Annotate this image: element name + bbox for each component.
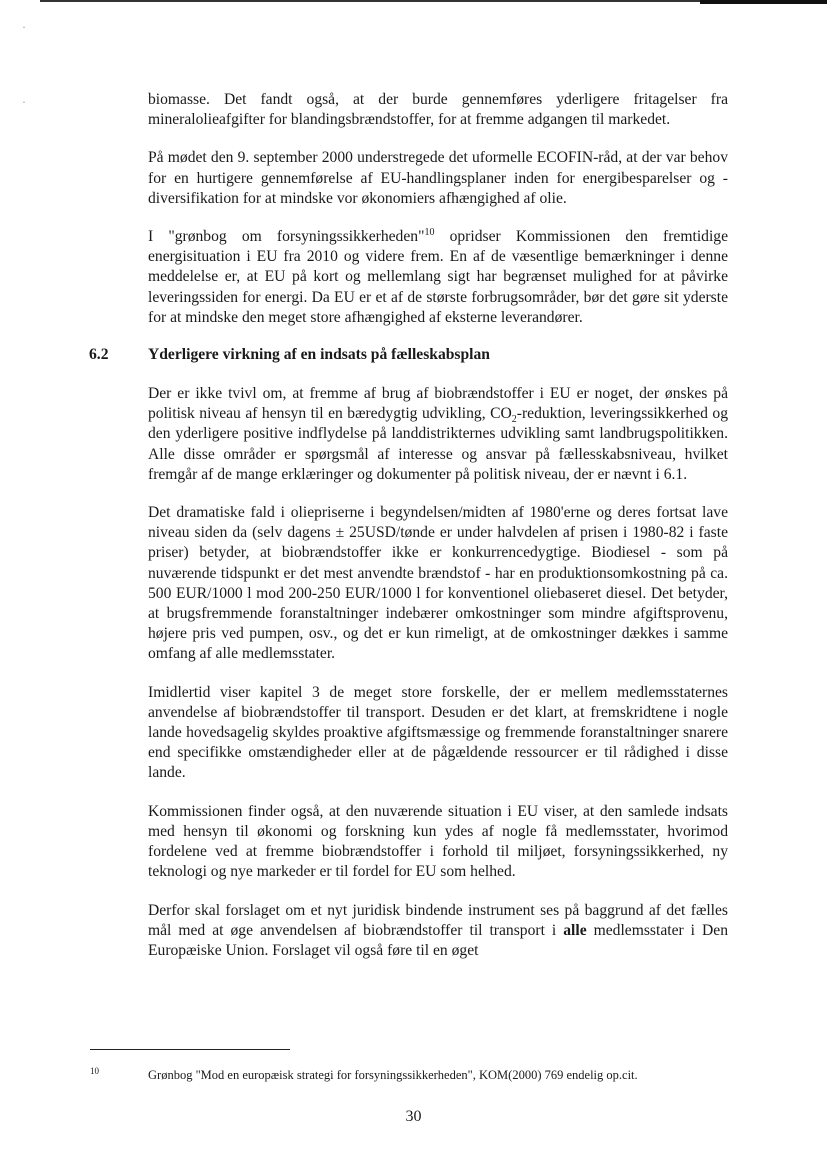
paragraph: Imidlertid viser kapitel 3 de meget store forskelle, der er mellem medlemsstaternes anvendelse af biobrændstoffer til transport. Desuden er det klart, at fremskridtene i nogle lande hovedsagelig skyldes proaktive afgiftsmæssige og fremmende foranstaltninger snarere end specifikke omstændigheder eller at de pågældende ressourcer er til rådighed i disse lande. xyxy=(148,683,728,782)
page-body xyxy=(89,90,728,979)
text-run: Derfor skal forslaget om et nyt juridisk bindende instrument ses på baggrund af det fælles mål med at øge anvendelsen af biobrændstoffer til transport i xyxy=(148,901,728,939)
margin-scan-dot: · xyxy=(22,95,26,109)
paragraph: biomasse. Det fandt også, at der burde gennemføres yderligere fritagelser fra mineralolieafgifter for blandingsbrændstoffer, for at fremme adgangen til markedet. xyxy=(148,91,728,129)
text-run: I "grønbog om forsyningssikkerheden" xyxy=(148,228,425,246)
footnote-reference[interactable]: 10 xyxy=(424,226,435,238)
section-title: Yderligere virkning af en indsats på fælleskabsplan xyxy=(148,346,490,364)
emphasis-bold: alle xyxy=(563,921,587,939)
top-border-scan-edge xyxy=(700,0,827,4)
subscript: 2 xyxy=(511,414,517,426)
paragraph: Kommissionen finder også, at den nuværende situation i EU viser, at den samlede indsats med hensyn til økonomi og forskning kun ydes af nogle få medlemsstater, hvorimod fordelene ved at fremme biobrændstoffer i forhold til miljøet, forsyningssikkerhed, ny teknologi og nye markeder er til fordel for EU som helhed. xyxy=(148,802,728,881)
page-number: 30 xyxy=(405,1108,422,1125)
section-heading xyxy=(89,346,728,368)
paragraph: På mødet den 9. september 2000 understregede det uformelle ECOFIN-råd, at der var behov for en hurtigere gennemførelse af EU-handlingsplaner inden for energibesparelser og -diversifikation for at mindske vor økonomiers afhængighed af olie. xyxy=(148,149,728,207)
text-run: -reduktion, leveringssikkerhed og den yderligere positive indflydelse på landdistrikternes udvikling samt landbrugspolitikken. Alle disse områder er spørgsmål af interesse og ansvar på fællesskabsniveau, hvilket fremgår af de mange erklæringer og dokumenter på politisk niveau, der er nævnt i 6.1. xyxy=(148,405,728,483)
footnote-text: Grønbog "Mod en europæisk strategi for forsyningssikkerheden", KOM(2000) 769 endelig op.cit. xyxy=(148,1068,638,1082)
text-run: opridser Kommissionen den fremtidige energisituation i EU fra 2010 og videre frem. En af de væsentlige bemærkninger i denne meddelelse er, at EU på kort og mellemlang sigt har begrænset mulighed for at påvirke leveringssiden for energi. Da EU er et af de største forbrugsområder, bør det gøre sit yderste for at mindske den meget store afhængighed af eksterne leverandører. xyxy=(148,228,728,326)
paragraph-with-footnote-ref xyxy=(148,227,728,328)
footnote-number: 10 xyxy=(90,1066,99,1076)
margin-scan-dot: · xyxy=(22,20,26,34)
paragraph: Det dramatiske fald i oliepriserne i begyndelsen/midten af 1980'erne og deres fortsat lave niveau siden da (selv dagens ± 25USD/tønde er under halvdelen af prisen i 1980-82 i faste priser) betyder, at biobrændstoffer ikke er konkurrencedygtige. Biodiesel - som på nuværende tidspunkt er det mest anvendte brændstof - har en produktionsomkostning på ca. 500 EUR/1000 l mod 200-250 EUR/1000 l for konventionel oliebaseret diesel. Det betyder, at brugsfremmende foranstaltninger indebærer omkostninger som mindre afgiftsprovenu, højere pris ved pumpen, osv., og det er kun rimeligt, at de omkostninger dækkes i samme omfang af alle medlemsstater. xyxy=(148,504,728,663)
footnote-separator xyxy=(90,1049,290,1050)
text-run: medlemsstater i Den Europæiske Union. Forslaget vil også føre til en øget xyxy=(148,921,728,959)
paragraph xyxy=(148,901,728,962)
paragraph xyxy=(148,384,728,485)
text-run: Der er ikke tvivl om, at fremme af brug af biobrændstoffer i EU er noget, der ønskes på politisk niveau af hensyn til en bæredygtig udvikling, CO xyxy=(148,385,728,423)
section-number: 6.2 xyxy=(89,346,109,364)
